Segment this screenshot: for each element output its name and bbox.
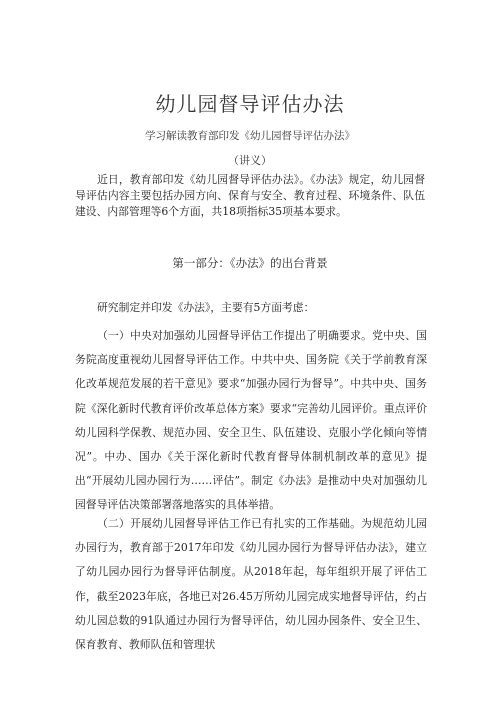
document-title: 幼儿园督导评估办法 xyxy=(155,92,345,116)
document-subtitle: 学习解读教育部印发《幼儿园督导评估办法》 xyxy=(145,130,355,142)
section-lead-paragraph: 研究制定并印发《办法》，主要有5方面考虑： xyxy=(97,301,315,314)
body-paragraph-1: （一）中央对加强幼儿园督导评估工作提出了明确要求。党中央、国务院高度重视幼儿园督导评估工作。中共中央、国务院《关于学前教育深化改革规范发展的若干意见》要求“加强办园行为督导”。中共中央、国务院《深化新时代教育评价改革总体方案》要求“完善幼儿园评价。重点评价幼儿园科学保教、规范办园、安全卫生、队伍建设、克服小学化倾向等情况”。中办、国办《关于深化新时代教育督导体制机制改革的意见》提出“开展幼儿园办园行为……评估”。制定《办法》是推动中央对加强幼儿园督导评估决策部署落地落实的具体举措。 xyxy=(75,329,427,512)
lecture-label: （讲义） xyxy=(228,154,272,167)
body-paragraph-2: （二）开展幼儿园督导评估工作已有扎实的工作基础。为规范幼儿园办园行为，教育部于2017年印发《幼儿园办园行为督导评估办法》，建立了幼儿园办园行为督导评估制度。从2018年起，每年组织开展了评估工作，截至2023年底，各地已对26.45万所幼儿园完成实地督导评估，约占幼儿园总数的91队通过办园行为督导评估，幼儿园办园条件、安全卫生、保育教育、教师队伍和管理状 xyxy=(75,517,427,652)
section-heading: 第一部分：《办法》的出台背景 xyxy=(172,256,328,270)
intro-paragraph: 近日，教育部印发《幼儿园督导评估办法》。《办法》规定，幼儿园督导评估内容主要包括办园方向、保育与安全、教育过程、环境条件、队伍建设、内部管理等6个方面，共18项指标35项基本要求。 xyxy=(75,173,425,218)
